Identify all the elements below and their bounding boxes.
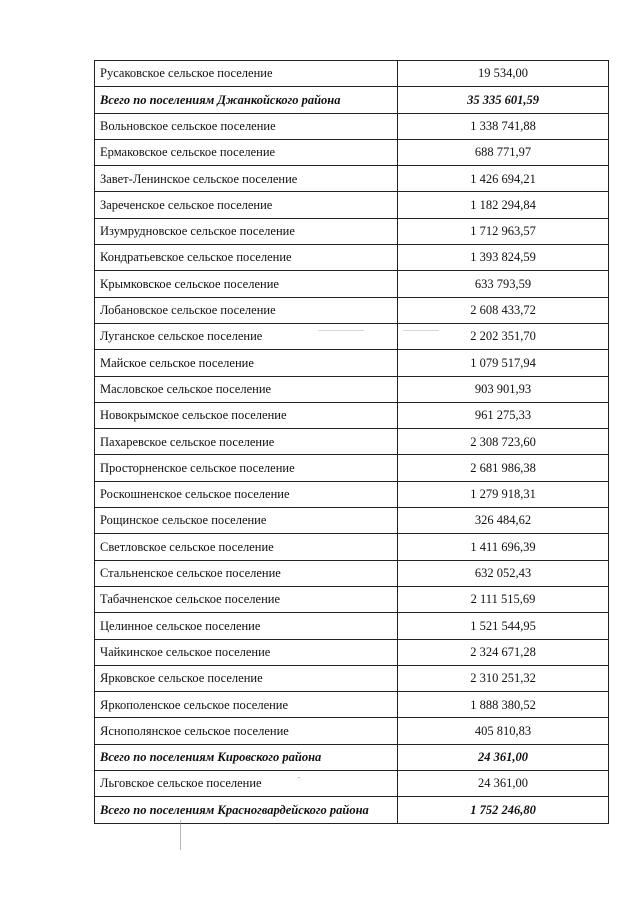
table-row [95,323,609,349]
table-row [95,271,609,297]
amount-value: 1 279 918,31 [398,481,609,507]
amount-value: 405 810,83 [398,718,609,744]
settlement-name: Майское сельское поселение [95,350,398,376]
settlement-name: Светловское сельское поселение [95,534,398,560]
amount-value: 1 426 694,21 [398,166,609,192]
table-row [95,560,609,586]
total-row [95,87,609,113]
settlement-name: Лобановское сельское поселение [95,297,398,323]
settlement-name: Крымковское сельское поселение [95,271,398,297]
amount-value: 2 681 986,38 [398,455,609,481]
amount-value: 19 534,00 [398,61,609,87]
table-row [95,402,609,428]
settlement-name: Завет-Ленинское сельское поселение [95,166,398,192]
table-body [95,61,609,824]
amount-value: 2 308 723,60 [398,429,609,455]
amount-value: 961 275,33 [398,402,609,428]
total-label: Всего по поселениям Кировского района [95,744,398,770]
scan-artifact [318,330,364,331]
amount-value: 1 521 544,95 [398,613,609,639]
amount-value: 903 901,93 [398,376,609,402]
settlement-name: Ермаковское сельское поселение [95,139,398,165]
amount-value: 1 393 824,59 [398,245,609,271]
table-row [95,508,609,534]
amount-value: 632 052,43 [398,560,609,586]
settlement-name: Яснополянское сельское поселение [95,718,398,744]
table-row [95,639,609,665]
table-row [95,166,609,192]
table-row [95,718,609,744]
table-row [95,376,609,402]
amount-value: 2 111 515,69 [398,586,609,612]
amount-value: 1 182 294,84 [398,192,609,218]
table-row [95,771,609,797]
settlement-name: Ярковское сельское поселение [95,665,398,691]
total-row [95,797,609,823]
total-amount: 24 361,00 [398,744,609,770]
table-row [95,192,609,218]
total-amount: 1 752 246,80 [398,797,609,823]
total-row [95,744,609,770]
table-row [95,350,609,376]
scan-artifact [180,820,181,850]
settlements-budget-table [94,60,609,824]
total-amount: 35 335 601,59 [398,87,609,113]
scan-artifact [403,330,439,331]
amount-value: 1 411 696,39 [398,534,609,560]
scan-artifact [298,777,300,778]
table-row [95,61,609,87]
settlement-name: Табачненское сельское поселение [95,586,398,612]
settlement-name: Зареченское сельское поселение [95,192,398,218]
settlement-name: Вольновское сельское поселение [95,113,398,139]
amount-value: 1 338 741,88 [398,113,609,139]
total-label: Всего по поселениям Джанкойского района [95,87,398,113]
settlement-name: Луганское сельское поселение [95,323,398,349]
table-row [95,297,609,323]
settlement-name: Стальненское сельское поселение [95,560,398,586]
amount-value: 2 608 433,72 [398,297,609,323]
amount-value: 1 712 963,57 [398,218,609,244]
settlement-name: Изумрудновское сельское поселение [95,218,398,244]
settlement-name: Яркополенское сельское поселение [95,692,398,718]
table-row [95,534,609,560]
table-row [95,586,609,612]
settlement-name: Льговское сельское поселение [95,771,398,797]
settlement-name: Пахаревское сельское поселение [95,429,398,455]
table-row [95,481,609,507]
amount-value: 1 888 380,52 [398,692,609,718]
amount-value: 326 484,62 [398,508,609,534]
total-label: Всего по поселениям Красногвардейского района [95,797,398,823]
settlement-name: Масловское сельское поселение [95,376,398,402]
amount-value: 633 793,59 [398,271,609,297]
settlement-name: Русаковское сельское поселение [95,61,398,87]
table-row [95,429,609,455]
amount-value: 2 310 251,32 [398,665,609,691]
amount-value: 1 079 517,94 [398,350,609,376]
settlement-name: Чайкинское сельское поселение [95,639,398,665]
table-row [95,455,609,481]
table-row [95,245,609,271]
table-row [95,665,609,691]
settlement-name: Новокрымское сельское поселение [95,402,398,428]
settlement-name: Роскошненское сельское поселение [95,481,398,507]
amount-value: 24 361,00 [398,771,609,797]
table-row [95,613,609,639]
table-row [95,113,609,139]
amount-value: 688 771,97 [398,139,609,165]
settlement-name: Просторненское сельское поселение [95,455,398,481]
table-row [95,139,609,165]
table-row [95,218,609,244]
table-row [95,692,609,718]
settlement-name: Кондратьевское сельское поселение [95,245,398,271]
settlement-name: Целинное сельское поселение [95,613,398,639]
amount-value: 2 324 671,28 [398,639,609,665]
settlement-name: Рощинское сельское поселение [95,508,398,534]
amount-value: 2 202 351,70 [398,323,609,349]
